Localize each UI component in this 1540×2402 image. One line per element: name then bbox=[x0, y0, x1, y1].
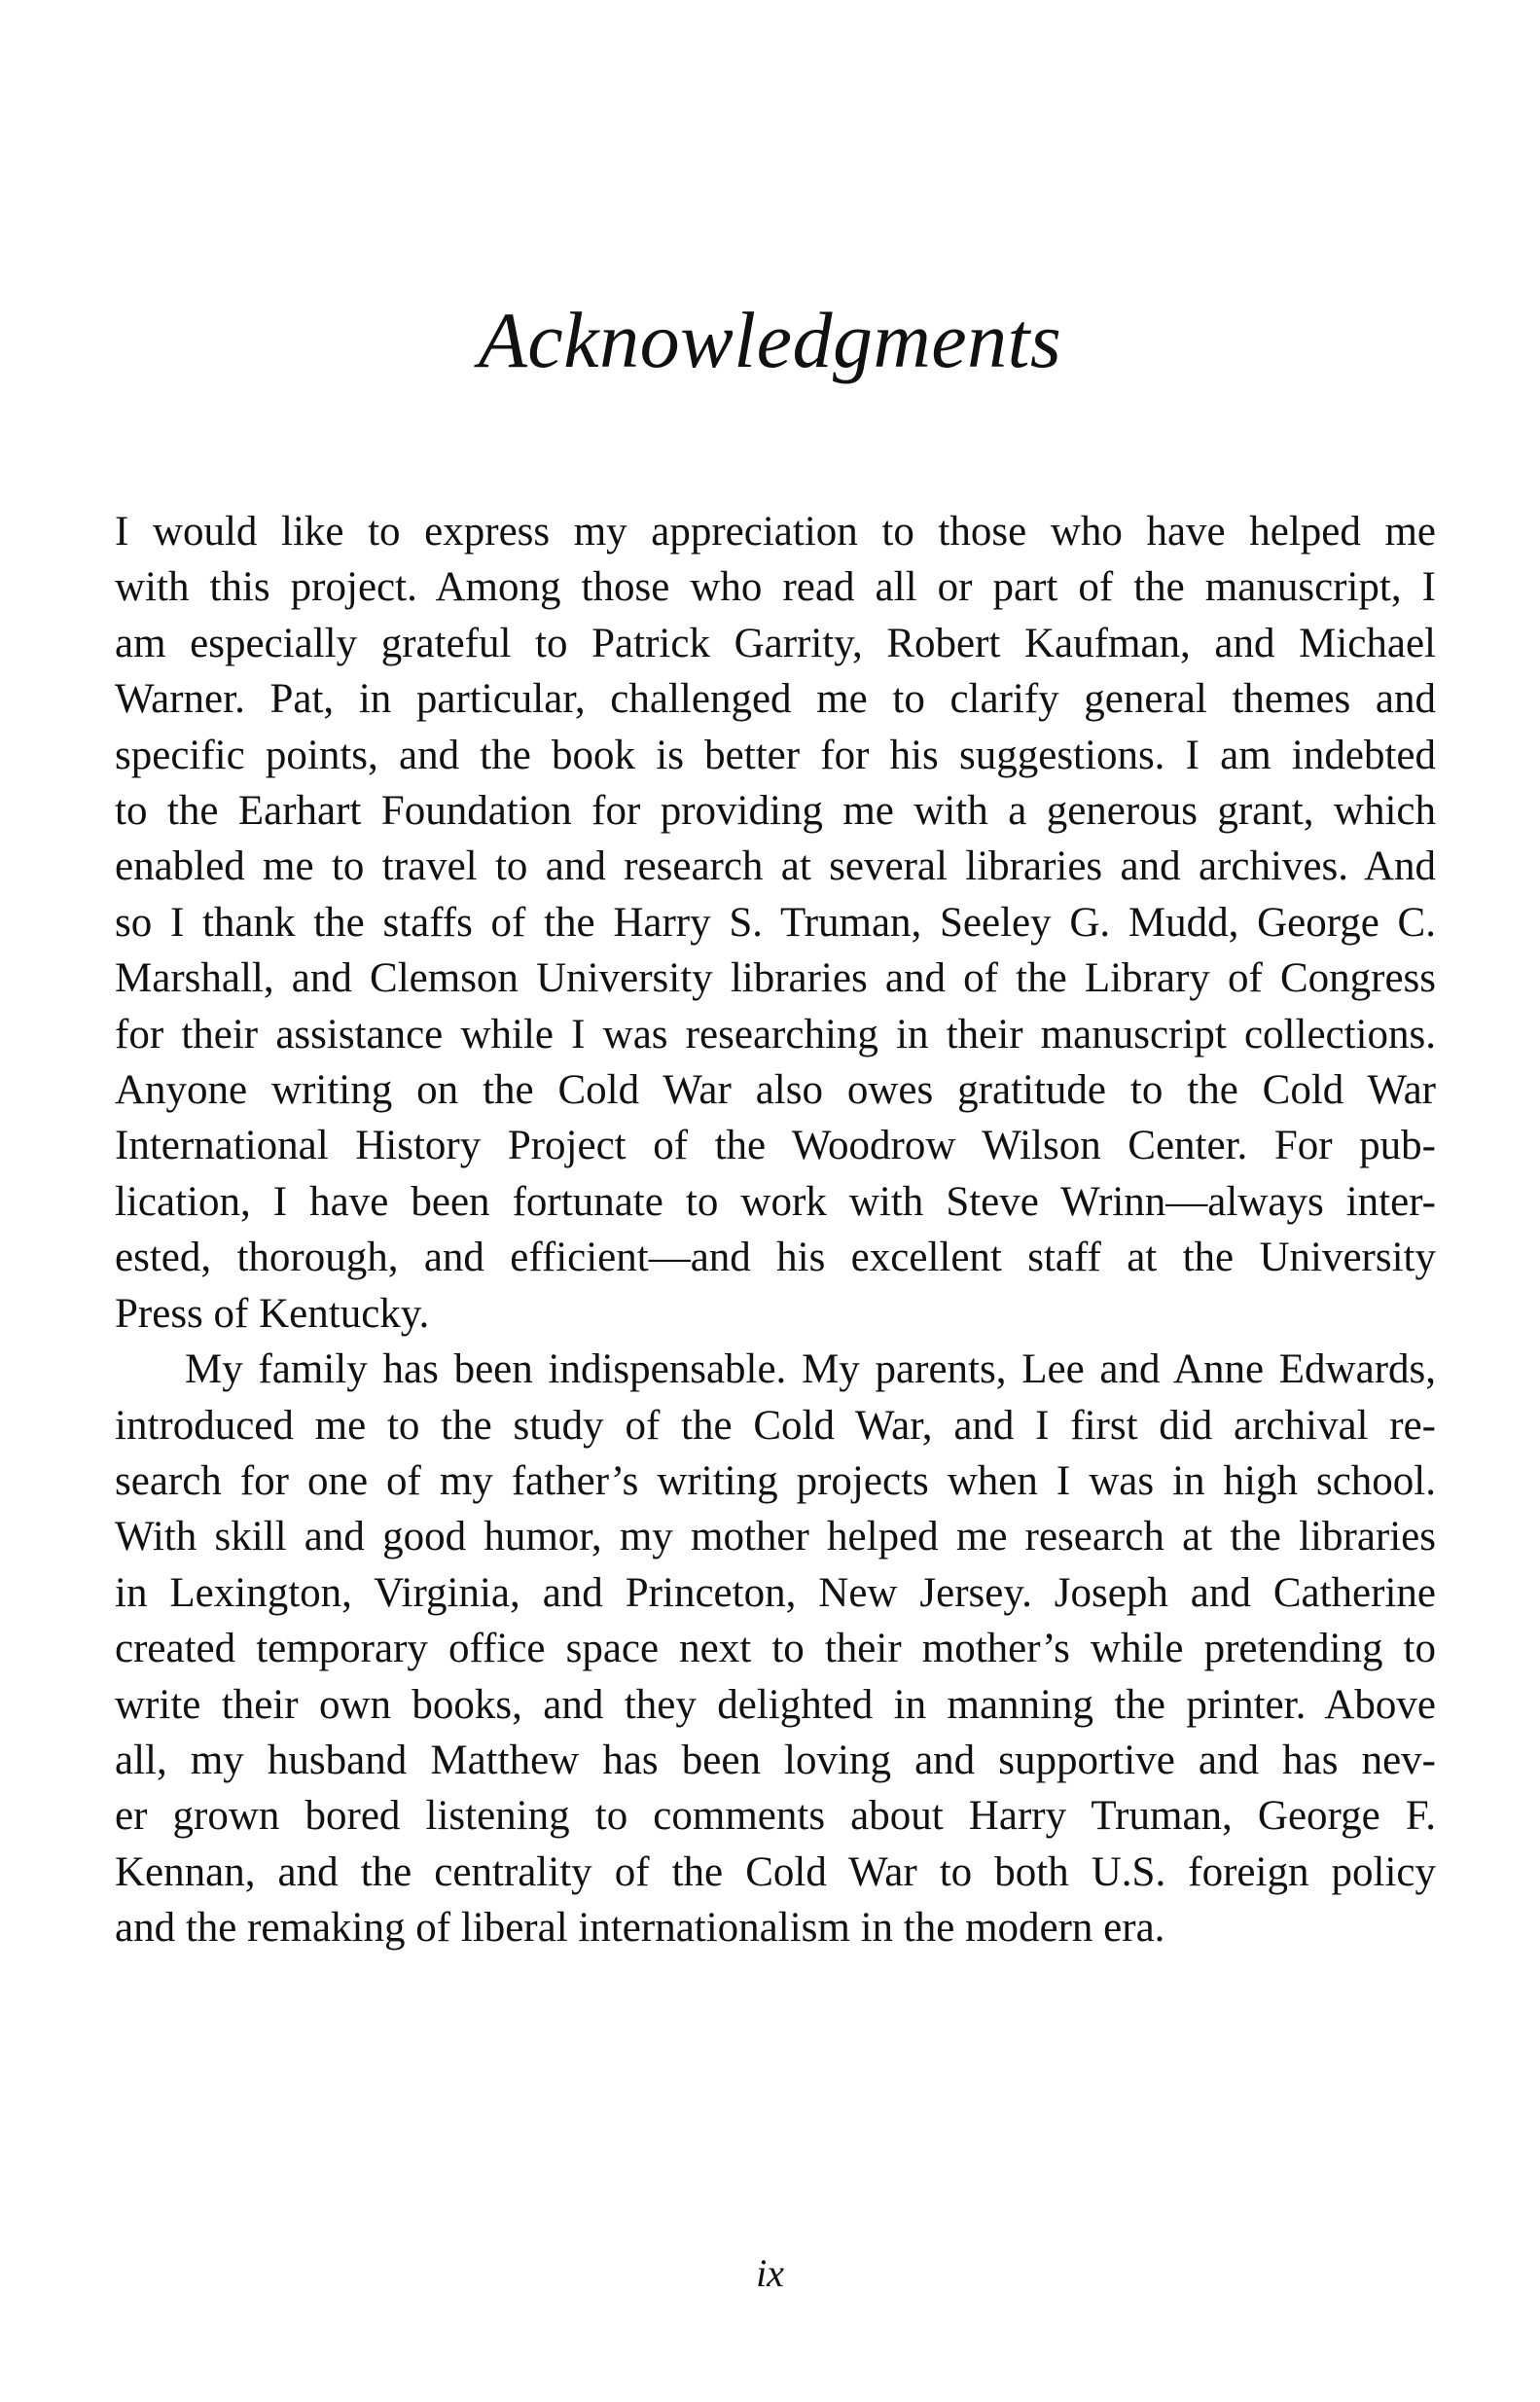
text-line: and the remaking of liberal internationalism in the modern era. bbox=[115, 1905, 1165, 1952]
text-line: My family has been indispensable. My parents, Lee and Anne Edwards, bbox=[185, 1346, 1436, 1393]
text-line: introduced me to the study of the Cold War, and I first did archival re- bbox=[115, 1402, 1436, 1449]
text-line: search for one of my father’s writing projects when I was in high school. bbox=[115, 1457, 1436, 1504]
text-line: am especially grateful to Patrick Garrity, Robert Kaufman, and Michael bbox=[115, 620, 1436, 666]
paragraph bbox=[115, 1342, 1436, 1955]
text-line: ested, thorough, and efficient—and his excellent staff at the University bbox=[115, 1235, 1436, 1281]
acknowledgments-body bbox=[115, 504, 1436, 1956]
text-line: Anyone writing on the Cold War also owes gratitude to the Cold War bbox=[115, 1067, 1436, 1114]
text-line: I would like to express my appreciation to those who have helped me bbox=[115, 509, 1436, 555]
text-line: so I thank the staffs of the Harry S. Truman, Seeley G. Mudd, George C. bbox=[115, 899, 1436, 946]
text-line: enabled me to travel to and research at several libraries and archives. And bbox=[115, 843, 1436, 890]
text-line: in Lexington, Virginia, and Princeton, New Jersey. Joseph and Catherine bbox=[115, 1569, 1436, 1616]
text-line: with this project. Among those who read all or part of the manuscript, I bbox=[115, 564, 1436, 611]
text-line: With skill and good humor, my mother helped me research at the libraries bbox=[115, 1514, 1436, 1560]
text-line: all, my husband Matthew has been loving and supportive and has nev- bbox=[115, 1737, 1436, 1783]
text-line: Warner. Pat, in particular, challenged me to clarify general themes and bbox=[115, 676, 1436, 723]
text-line: Marshall, and Clemson University libraries and of the Library of Congress bbox=[115, 955, 1436, 1002]
page-number: ix bbox=[756, 2251, 784, 2295]
text-line: lication, I have been fortunate to work with Steve Wrinn—always inter- bbox=[115, 1178, 1436, 1225]
text-line: for their assistance while I was researching in their manuscript collections. bbox=[115, 1011, 1436, 1058]
paragraph bbox=[115, 504, 1436, 1342]
text-line: write their own books, and they delighted in manning the printer. Above bbox=[115, 1681, 1436, 1728]
text-line: Press of Kentucky. bbox=[115, 1290, 430, 1337]
page-title: Acknowledgments bbox=[478, 296, 1062, 384]
text-line: er grown bored listening to comments about Harry Truman, George F. bbox=[115, 1793, 1436, 1840]
text-line: to the Earhart Foundation for providing me with a generous grant, which bbox=[115, 788, 1436, 835]
text-line: International History Project of the Woodrow Wilson Center. For pub- bbox=[115, 1123, 1436, 1169]
text-line: Kennan, and the centrality of the Cold War to both U.S. foreign policy bbox=[115, 1848, 1436, 1895]
text-line: specific points, and the book is better for his suggestions. I am indebted bbox=[115, 732, 1436, 778]
text-line: created temporary office space next to their mother’s while pretending to bbox=[115, 1626, 1436, 1672]
